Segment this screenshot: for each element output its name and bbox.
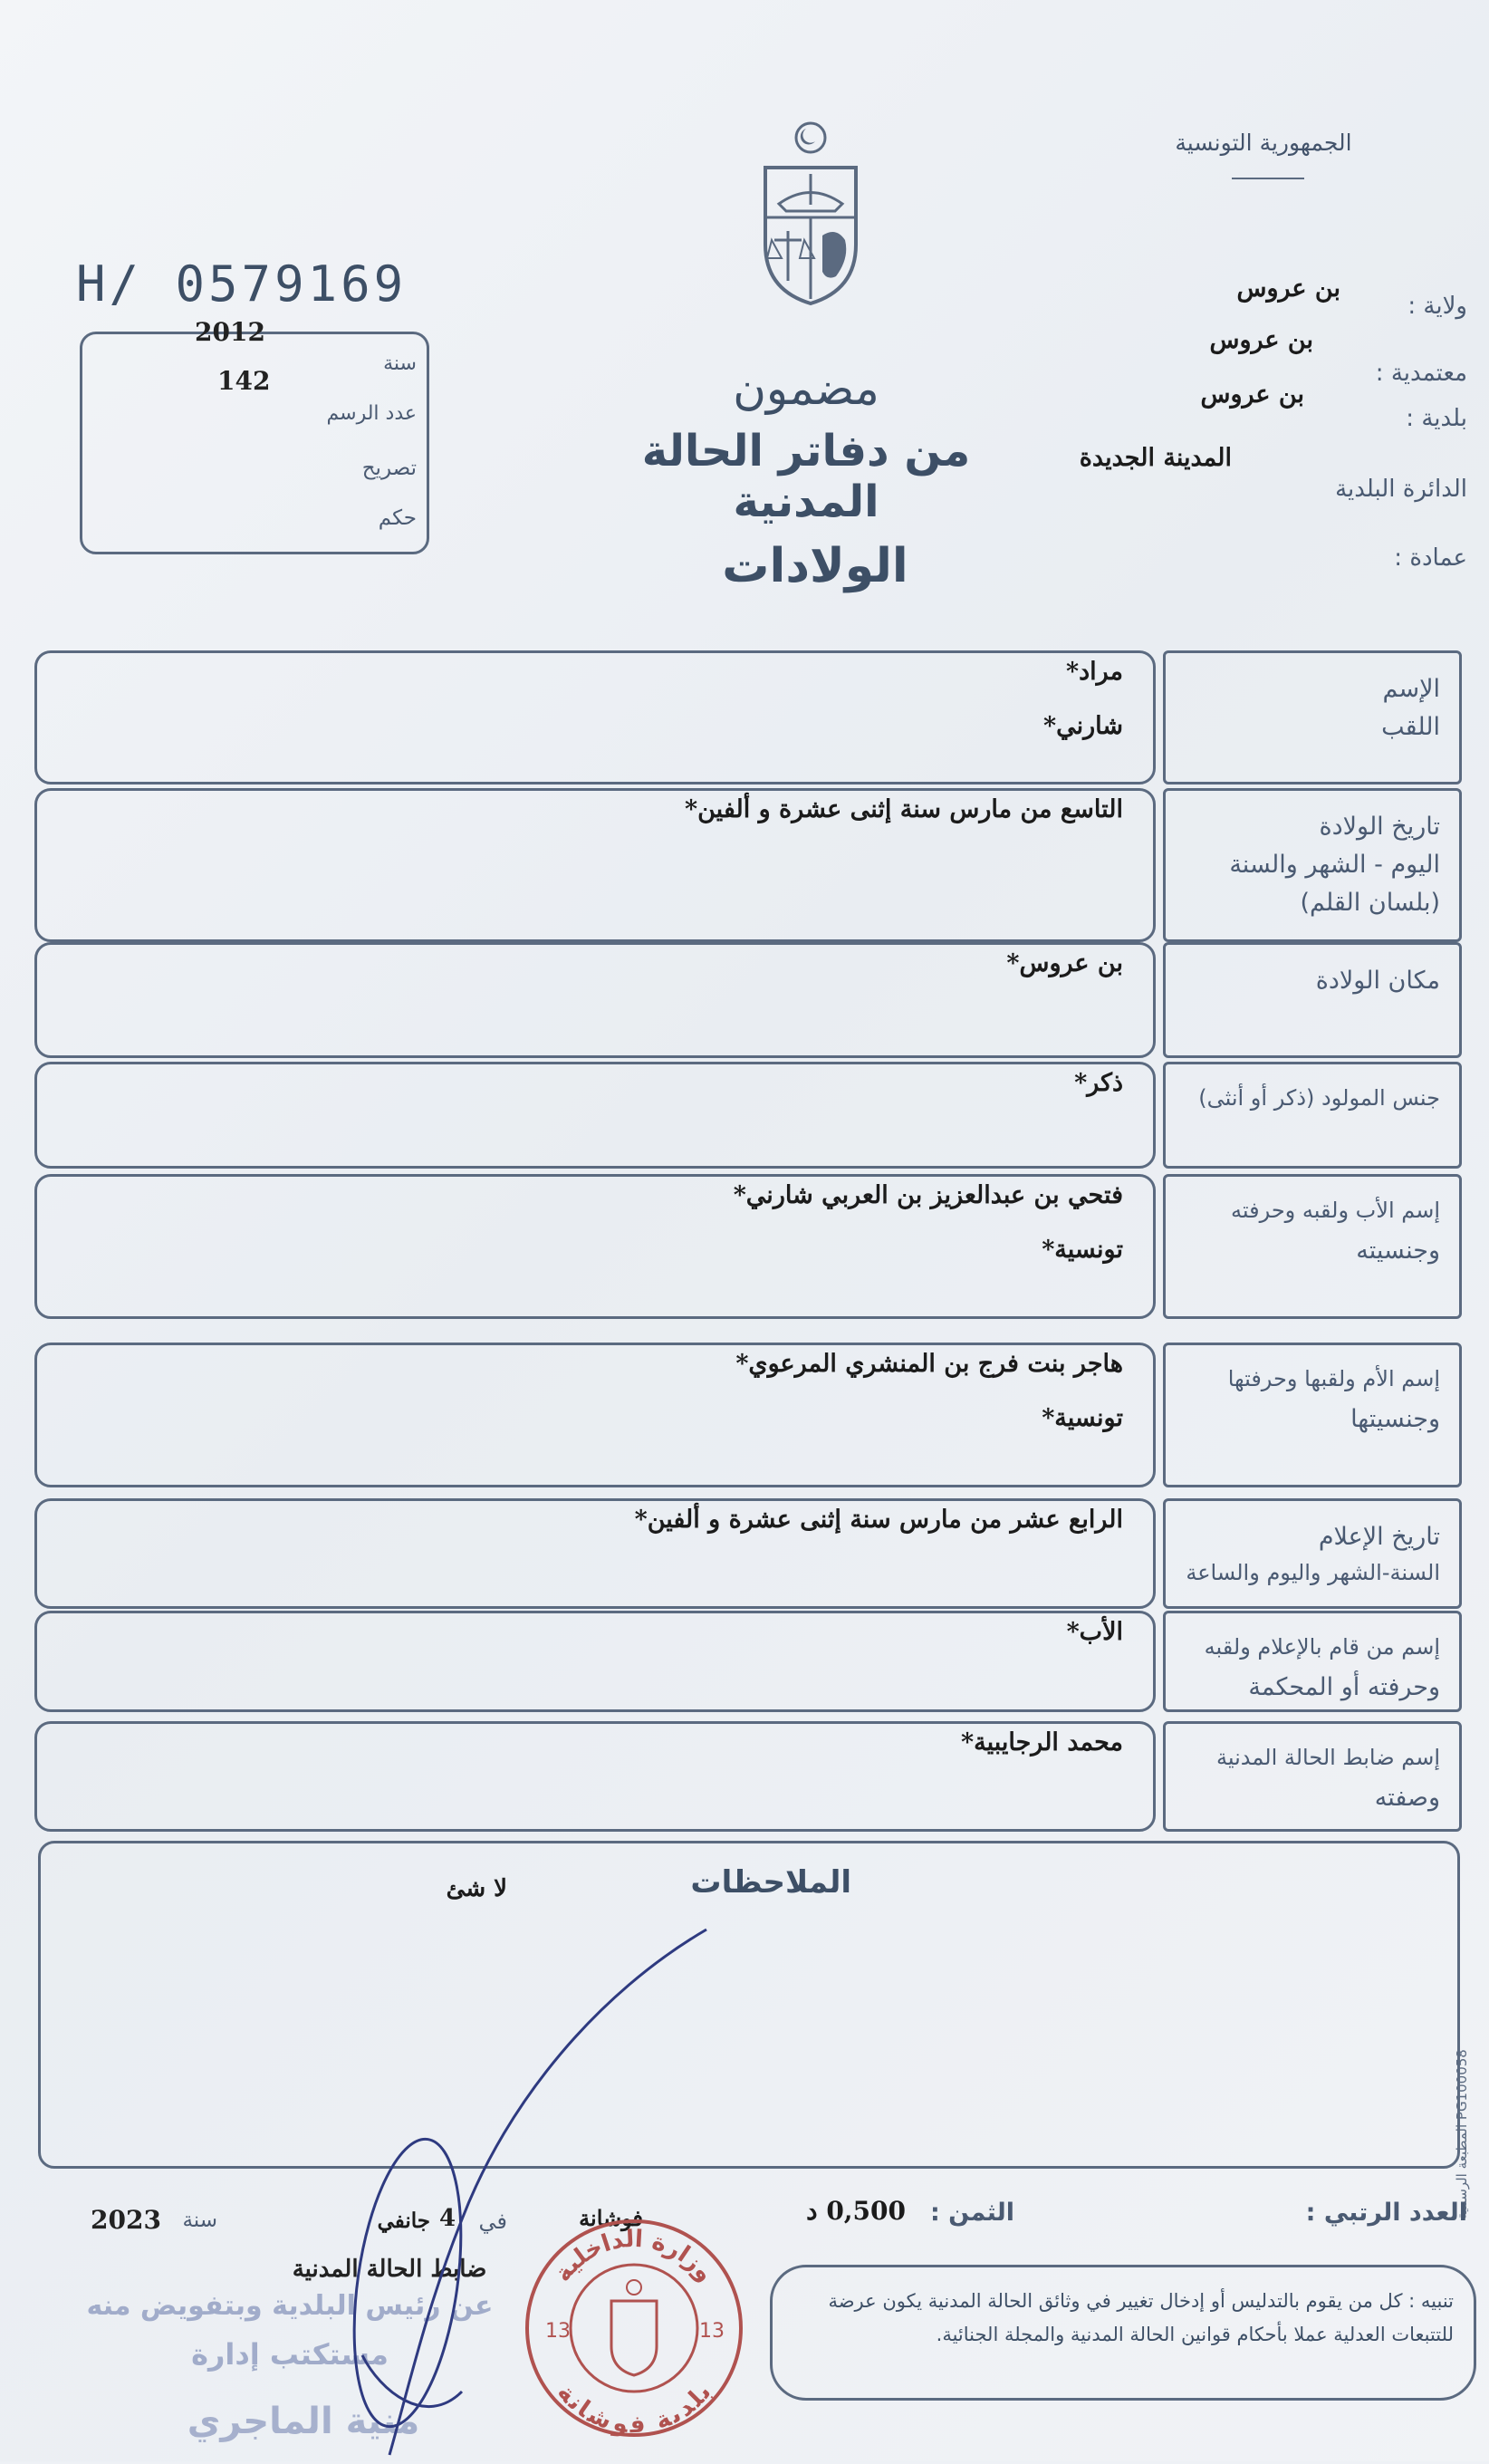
field-label: اليوم - الشهر والسنة <box>1229 851 1440 879</box>
record-number-label: عدد الرسم <box>326 402 417 425</box>
issue-in-word: في <box>478 2209 507 2234</box>
record-year-label: سنة <box>383 352 417 375</box>
judgment-label: حكم <box>378 506 417 530</box>
field-value: مراد* <box>1065 658 1123 686</box>
field-value: ذكر* <box>1074 1069 1123 1097</box>
wilaya-value: بن عروس <box>1236 274 1340 303</box>
field-value: فتحي بن عبدالعزيز بن العربي شارني* <box>733 1181 1123 1209</box>
field-value: الرابع عشر من مارس سنة إثنى عشرة و ألفين* <box>634 1506 1123 1534</box>
officer-name: منية الماجري <box>187 2401 420 2442</box>
field-value: هاجر بنت فرج بن المنشري المرعوي* <box>735 1350 1123 1378</box>
field-label: السنة-الشهر واليوم والساعة <box>1186 1560 1440 1585</box>
heading-underline <box>1232 178 1304 179</box>
stamp-ministry-text: وزارة الداخلية <box>549 2225 719 2287</box>
field-value: التاسع من مارس سنة إثنى عشرة و ألفين* <box>685 795 1123 823</box>
field-value: تونسية* <box>1042 1404 1123 1432</box>
officer-delegation: عن رئيس البلدية وبتفويض منه <box>86 2290 494 2322</box>
issue-year-value: 2023 <box>91 2205 161 2235</box>
field-value: محمد الرجايبية* <box>960 1728 1123 1757</box>
republic-heading: الجمهورية التونسية <box>1175 130 1352 156</box>
price-label: الثمن : <box>929 2199 1014 2227</box>
field-label: وجنسيتها <box>1350 1405 1440 1433</box>
field-value: تونسية* <box>1042 1236 1123 1264</box>
signature-icon <box>326 1920 743 2464</box>
field-value: بن عروس* <box>1006 949 1123 977</box>
price-value: 0,500 د <box>806 2196 906 2226</box>
field-label: إسم الأب ولقبه وحرفته <box>1231 1198 1440 1223</box>
warning-text: تنبيه : كل من يقوم بالتدليس أو إدخال تغيير في وثائق الحالة المدنية يكون عرضة للتتبعات العدلية عملا بأحكام قوانين الحالة المدنية والمجلة الجنائية. <box>828 2290 1454 2345</box>
field-value: الأب* <box>1066 1618 1123 1646</box>
field-label: اللقب <box>1381 713 1440 741</box>
field-label: مكان الولادة <box>1315 967 1440 995</box>
title-line2: من دفاتر الحالة المدنية <box>641 426 971 527</box>
field-value: شارني* <box>1042 712 1123 740</box>
field-label: إسم من قام بالإعلام ولقبه <box>1204 1634 1440 1660</box>
field-label: وصفته <box>1374 1784 1440 1812</box>
field-label: جنس المولود (ذكر أو أنثى) <box>1198 1085 1440 1111</box>
field-label: (بلسان القلم) <box>1300 889 1440 917</box>
district-label: الدائرة البلدية <box>1335 476 1467 503</box>
serial-number: H/ 0579169 <box>76 255 408 313</box>
omda-label: عمادة : <box>1394 544 1467 572</box>
municipality-label: بلدية : <box>1406 405 1467 432</box>
issue-year-label: سنة <box>182 2209 217 2232</box>
stamp-municipality-text: بلدية فوشانة <box>551 2379 717 2440</box>
delegation-label: معتمدية : <box>1375 360 1467 387</box>
field-label: إسم الأم ولقبها وحرفتها <box>1227 1366 1440 1391</box>
field-label: إسم ضابط الحالة المدنية <box>1216 1745 1440 1770</box>
subtitle-births: الولادات <box>722 539 908 593</box>
field-label-box <box>1163 942 1462 1058</box>
field-label: تاريخ الإعلام <box>1318 1523 1440 1551</box>
district-value: المدينة الجديدة <box>1079 444 1232 472</box>
issue-place: فوشانة <box>579 2205 643 2231</box>
municipality-value: بن عروس <box>1200 380 1304 409</box>
order-number-label: العدد الرتبي : <box>1305 2199 1467 2227</box>
field-label: الإسم <box>1382 675 1440 703</box>
field-label: وجنسيته <box>1356 1237 1440 1265</box>
title-line1: مضمون <box>733 362 879 415</box>
remarks-value: لا شئ <box>446 1875 507 1902</box>
field-label: تاريخ الولادة <box>1319 813 1440 841</box>
side-print: المطبعة الرسمية PG100058 <box>1454 2049 1470 2219</box>
issue-month: جانفي <box>377 2209 430 2233</box>
officer-office: مستكتب إدارة <box>191 2337 389 2372</box>
delegation-value: بن عروس <box>1209 326 1313 354</box>
coat-of-arms-icon <box>752 118 869 313</box>
declaration-label: تصريح <box>361 457 417 480</box>
wilaya-label: ولاية : <box>1407 293 1467 320</box>
stamp-number-left: 13 <box>545 2320 571 2343</box>
record-year-value: 2012 <box>195 317 265 347</box>
remarks-label: الملاحظات <box>690 1864 851 1901</box>
officer-title: ضابط الحالة المدنية <box>292 2256 487 2283</box>
record-number-value: 142 <box>217 366 271 396</box>
issue-day: 4 <box>439 2205 456 2232</box>
field-label: وحرفته أو المحكمة <box>1248 1673 1440 1701</box>
stamp-number-right: 13 <box>699 2320 725 2343</box>
